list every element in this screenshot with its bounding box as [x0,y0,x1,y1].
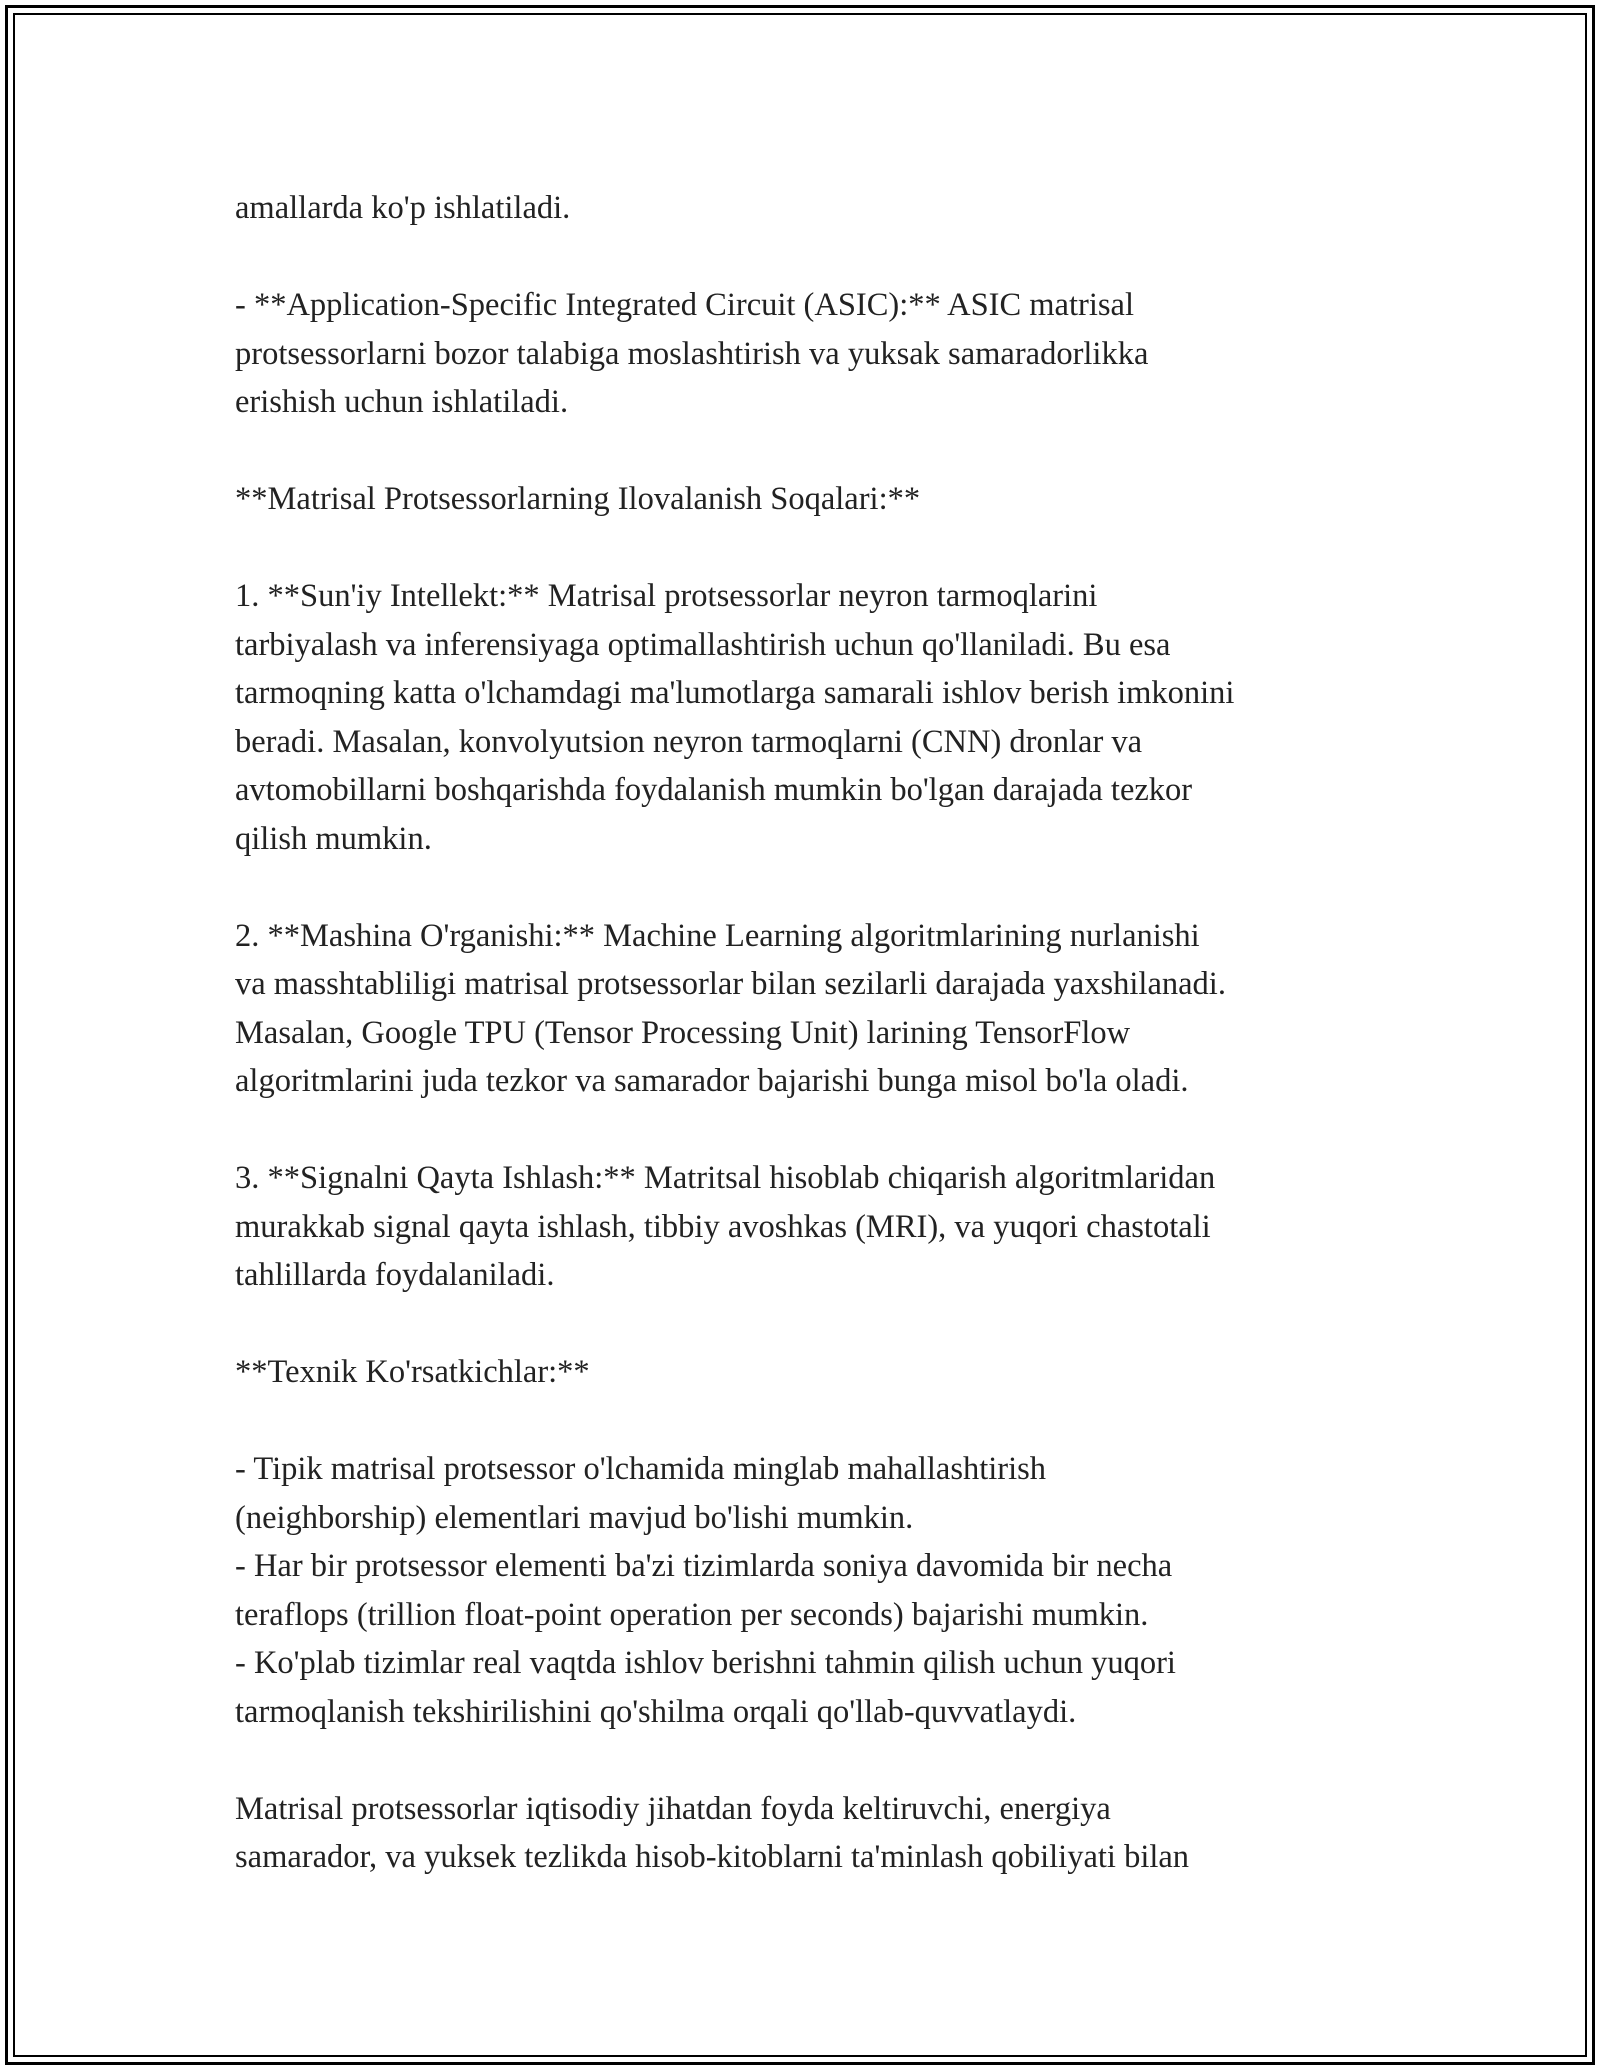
text-line: Masalan, Google TPU (Tensor Processing Unit) larining TensorFlow [235,1014,1131,1051]
section-heading-technical-specs [235,1348,1395,1397]
text-line: tahlillarda foydalaniladi. [235,1257,555,1293]
text-line: erishish uchun ishlatiladi. [235,384,569,420]
text-line: (neighborship) elementlari mavjud bo'lishi mumkin. [235,1499,914,1536]
text-line: murakkab signal qayta ishlash, tibbiy avoshkas (MRI), va yuqori chastotali [235,1208,1211,1245]
text-line: 2. **Mashina O'rganishi:** Machine Learning algoritmlarining nurlanishi [235,917,1200,954]
paragraph-signal-processing [235,1154,1395,1300]
text-line: - Har bir protsessor elementi ba'zi tizimlarda soniya davomida bir necha [235,1548,1173,1584]
text-line: tarmoqlanish tekshirilishini qo'shilma orqali qo'llab-quvvatlaydi. [235,1693,1077,1730]
paragraph-machine-learning [235,912,1395,1106]
text-line: tarmoqning katta o'lchamdagi ma'lumotlarga samarali ishlov berish imkonini [235,675,1235,711]
text-line: va masshtabliligi matrisal protsessorlar bilan sezilarli darajada yaxshilanadi. [235,966,1226,1002]
document-body [235,184,1395,1930]
text-line: **Texnik Ko'rsatkichlar:** [235,1354,590,1390]
paragraph-asic [235,281,1395,427]
text-line: Matrisal protsessorlar iqtisodiy jihatdan foyda keltiruvchi, energiya [235,1790,1111,1827]
paragraph-ai [235,572,1395,863]
text-line: tarbiyalash va inferensiyaga optimallashtirish uchun qo'llaniladi. Bu esa [235,626,1171,663]
text-line: - **Application-Specific Integrated Circuit (ASIC):** ASIC matrisal [235,287,1134,323]
text-line: beradi. Masalan, konvolyutsion neyron tarmoqlarni (CNN) dronlar va [235,723,1143,760]
paragraph-conclusion [235,1785,1395,1882]
text-line: amallarda ko'p ishlatiladi. [235,190,571,226]
text-line: algoritmlarini juda tezkor va samarador bajarishi bunga misol bo'la oladi. [235,1063,1189,1099]
text-line: avtomobillarni boshqarishda foydalanish mumkin bo'lgan darajada tezkor [235,772,1193,808]
text-line: teraflops (trillion float-point operation per seconds) bajarishi mumkin. [235,1596,1149,1633]
text-line: 3. **Signalni Qayta Ishlash:** Matritsal hisoblab chiqarish algoritmlaridan [235,1160,1216,1196]
paragraph-technical-list [235,1445,1395,1736]
text-line: **Matrisal Protsessorlarning Ilovalanish Soqalari:** [235,481,921,517]
section-heading-applications [235,475,1395,524]
text-line: 1. **Sun'iy Intellekt:** Matrisal protsessorlar neyron tarmoqlarini [235,578,1098,614]
paragraph-intro-continuation [235,184,1395,233]
text-line: - Ko'plab tizimlar real vaqtda ishlov berishni tahmin qilish uchun yuqori [235,1645,1176,1681]
text-line: protsessorlarni bozor talabiga moslashtirish va yuksak samaradorlikka [235,335,1149,372]
text-line: - Tipik matrisal protsessor o'lchamida minglab mahallashtirish [235,1451,1047,1487]
text-line: samarador, va yuksek tezlikda hisob-kitoblarni ta'minlash qobiliyati bilan [235,1839,1190,1875]
text-line: qilish mumkin. [235,820,432,857]
